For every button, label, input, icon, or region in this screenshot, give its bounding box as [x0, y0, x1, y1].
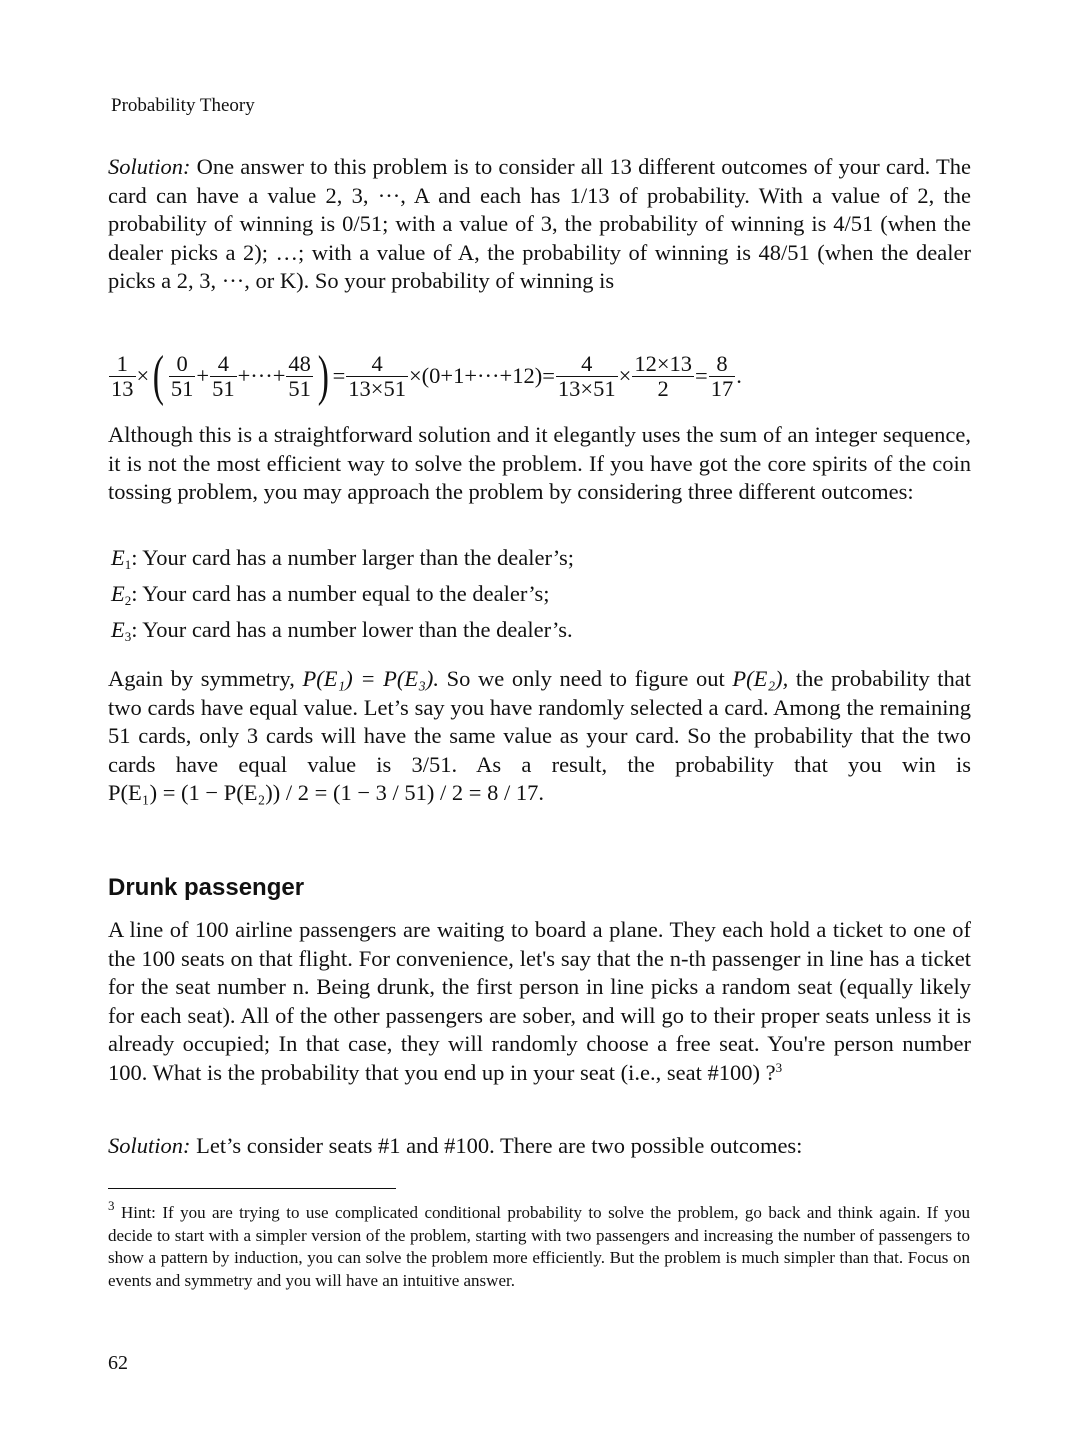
solution-label: Solution: [108, 154, 191, 179]
symmetry-text-2: So we only need to figure out [446, 666, 725, 691]
event-e2: $E_2$: Your card has a number equal to the dealer’s; [111, 581, 550, 608]
symmetry-text-3: the probability that two cards have equal value. Let’s say you have randomly selected a card. Among the remaining 51 cards, only 3 cards will have the same value as your card. So the probability that the two cards have equal value is 3/51. As a result, the probability that you win is [108, 666, 972, 777]
probability-equation [108, 340, 988, 412]
plus-sign: + [196, 363, 210, 388]
equals-sign-1: = [332, 363, 346, 388]
times-sign: × [136, 363, 150, 388]
solution-label-2: Solution: [108, 1133, 191, 1158]
footnote [108, 1198, 970, 1292]
problem-text: A line of 100 airline passengers are waiting to board a plane. They each hold a ticket to one of the 100 seats on that flight. For convenience, let's say that the n-th passenger in line has a ticket for the seat number n. Being drunk, the first person in line picks a random seat (equally likely for each seat). All of the other passengers are sober, and will go to their proper seats unless it is already occupied; In that case, they will randomly choose a free seat. You're person number 100. What is the probability that you end up in your seat (i.e., seat #100) ? [108, 917, 971, 1085]
solution-paragraph-1 [108, 153, 971, 296]
solution-text: One answer to this problem is to consider all 13 different outcomes of your card. The card can have a value 2, 3, ···, A and each has 1/13 of probability. With a value of 2, the probability of winning is 0/51; with a value of 3, the probability of winning is 4/51 (when the dealer picks a 2); …; with a value of A, the probability of winning is 48/51 (when the dealer picks a 2, 3, ···, or K). So your probability of winning is [108, 154, 971, 293]
fraction-12x13-2: $\frac{12\times 13}{2}$ [634, 350, 693, 401]
symmetry-math-2: P(E₂), [732, 666, 789, 691]
paragraph-efficiency-text: Although this is a straightforward solution and it elegantly uses the sum of an integer sequence, it is not the most efficient way to solve the problem. If you have got the core spirits of the coin tossing problem, you may approach the problem by considering three different outcomes: [108, 422, 971, 504]
fraction-1-13: $\frac{1}{13}$ [111, 350, 134, 401]
footnote-mark: 3 [108, 1198, 115, 1213]
drunk-passenger-problem [108, 916, 971, 1087]
symmetry-math-1: P(E₁) = P(E₃). [302, 666, 440, 691]
event-e1: $E_1$: Your card has a number larger than the dealer’s; [111, 545, 575, 572]
right-paren: ) [317, 345, 329, 407]
footnote-ref: 3 [775, 1059, 783, 1075]
fraction-8-17: $\frac{8}{17}$ [710, 350, 734, 401]
integer-sum: ×(0+1+···+12) [408, 363, 543, 388]
times-sign-2: × [618, 363, 632, 388]
fraction-4-13x51-b: $\frac{4}{13\times 51}$ [557, 350, 616, 401]
left-paren: ( [152, 345, 165, 407]
symmetry-math-3: P(E₁) = (1 − P(E₂)) / 2 = (1 − 3 / 51) / 2 = 8 / 17. [108, 780, 544, 805]
symmetry-text-1: Again by symmetry, [108, 666, 295, 691]
running-header: Probability Theory [111, 95, 255, 116]
fraction-4-51: $\frac{4}{51}$ [212, 350, 235, 401]
ellipsis-sum: +···+ [237, 363, 286, 388]
footnote-text: Hint: If you are trying to use complicated conditional probability to solve the problem, go back and think again. If you decide to start with a simpler version of the problem, starting with two passengers and increasing the number of passengers to show a pattern by induction, you can solve the problem more efficiently. But the problem is much simpler than that. Focus on events and symmetry and you will have an intuitive answer. [108, 1203, 970, 1290]
event-e3: $E_3$: Your card has a number lower than the dealer’s. [111, 617, 573, 644]
fraction-0-51: $\frac{0}{51}$ [170, 350, 194, 401]
paragraph-efficiency [108, 421, 971, 507]
fraction-4-13x51-a: $\frac{4}{13\times 51}$ [348, 350, 406, 401]
footnote-divider [108, 1188, 396, 1189]
equals-sign-2: = [542, 363, 555, 388]
paragraph-symmetry [108, 665, 971, 808]
equals-sign-3: = [695, 363, 708, 388]
solution-text-2: Let’s consider seats #1 and #100. There are two possible outcomes: [196, 1133, 803, 1158]
fraction-48-51: $\frac{48}{51}$ [288, 350, 311, 401]
section-heading: Drunk passenger [108, 874, 305, 901]
equation-period: . [736, 363, 742, 388]
solution-paragraph-2 [108, 1132, 971, 1161]
page-number: 62 [108, 1352, 128, 1374]
